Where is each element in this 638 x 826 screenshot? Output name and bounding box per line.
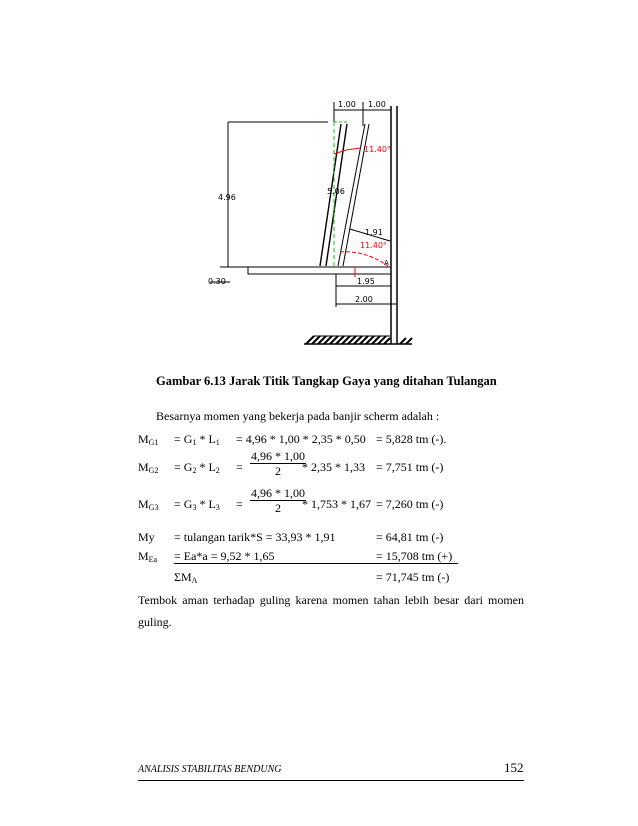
angle-bottom-label: 11.40° <box>360 241 387 250</box>
angle-top-label: 11.40° <box>364 145 391 154</box>
dim-top-right: 1.00 <box>368 100 386 109</box>
result-sum: = 71,745 tm (-) <box>376 570 450 584</box>
calc-ea: = Ea*a = 9,52 * 1,65 <box>174 549 275 563</box>
angle-leader-top <box>346 148 360 150</box>
dim-base-1: 1.95 <box>357 277 375 286</box>
dim-height: 4.96 <box>218 193 236 202</box>
angle-arc-top <box>334 150 346 154</box>
result-ea: = 15,708 tm (+) <box>376 549 453 563</box>
ground-hatch <box>306 336 412 344</box>
sum-underline <box>174 563 458 564</box>
dim-top-left: 1.00 <box>338 100 356 109</box>
angle-arc-bottom <box>340 252 388 266</box>
result-g3: = 7,260 tm (-) <box>376 497 444 511</box>
fraction-g3: $\frac{4,96 * 1,00}{2}$ <box>251 486 305 515</box>
calc-my: = tulangan tarik*S = 33,93 * 1,91 <box>174 530 336 544</box>
fraction-g2: $\frac{4,96 * 1,00}{2}$ <box>251 449 305 478</box>
dim-base-left: 0.30 <box>208 277 226 286</box>
calc-g1: = 4,96 * 1,00 * 2,35 * 0,50 <box>236 432 366 446</box>
page-number: 152 <box>504 760 524 775</box>
dim-arm: 1.91 <box>365 228 383 237</box>
result-g2: = 7,751 tm (-) <box>376 460 444 474</box>
intro-text: Besarnya momen yang bekerja pada banjir scherm adalah : <box>156 409 440 423</box>
footer-title: ANALISIS STABILITAS BENDUNG <box>138 764 282 775</box>
dim-slant: 5.06 <box>327 187 345 196</box>
conclusion-text: Tembok aman terhadap guling karena momen tahan lebih besar dari momen guling. <box>138 593 524 629</box>
figure-caption: Gambar 6.13 Jarak Titik Tangkap Gaya yang ditahan Tulangan <box>156 374 497 388</box>
base-slab <box>248 267 391 274</box>
result-g1: = 5,828 tm (-). <box>376 432 447 446</box>
result-my: = 64,81 tm (-) <box>376 530 444 544</box>
point-a-label: A <box>384 259 389 267</box>
retaining-wall-diagram <box>200 92 420 357</box>
footer-rule <box>138 780 524 781</box>
dim-base-2: 2.00 <box>355 295 373 304</box>
